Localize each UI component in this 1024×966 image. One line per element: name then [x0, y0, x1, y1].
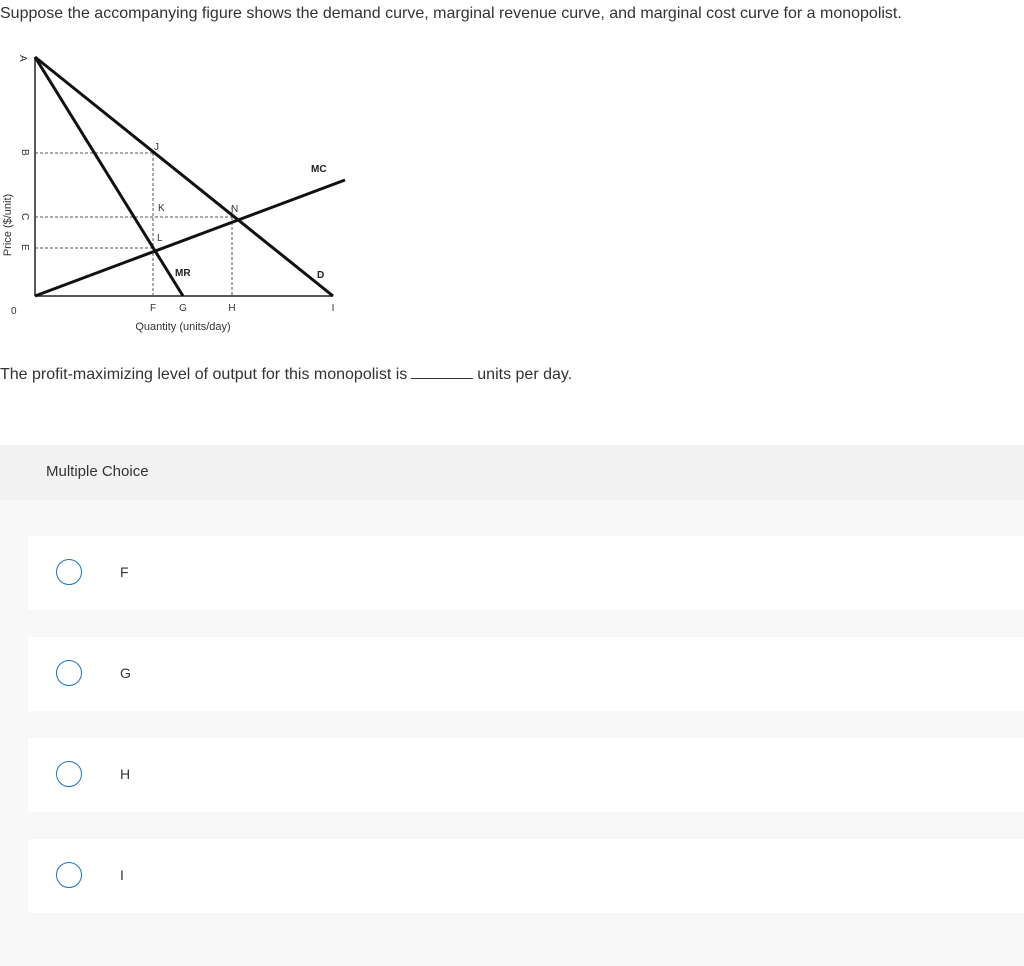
choices-area: [0, 500, 1024, 966]
prompt-after: units per day.: [477, 366, 573, 383]
price-label-a: A: [17, 55, 28, 62]
quantity-label-f: F: [149, 303, 157, 314]
price-label-zero: 0: [11, 306, 17, 317]
question-prompt: [0, 366, 572, 384]
question-stem: Suppose the accompanying figure shows the demand curve, marginal revenue curve, and marginal cost curve for a monopolist.: [0, 5, 902, 22]
demand-curve: [35, 57, 333, 296]
point-label-k: K: [158, 203, 165, 214]
price-label-b: B: [19, 149, 30, 156]
choice-label: I: [120, 867, 124, 883]
radio-button[interactable]: [56, 862, 82, 888]
prompt-before: The profit-maximizing level of output for this monopolist is: [0, 366, 408, 383]
choice-label: G: [120, 665, 131, 681]
quantity-label-i: I: [331, 303, 335, 314]
price-label-e: E: [19, 244, 30, 251]
monopoly-figure: [0, 45, 360, 345]
point-label-j: J: [154, 142, 159, 153]
price-label-c: C: [19, 213, 30, 221]
radio-button[interactable]: [56, 660, 82, 686]
radio-button[interactable]: [56, 761, 82, 787]
y-axis-label: Price ($/unit): [2, 193, 14, 257]
demand-curve-label: D: [317, 270, 325, 281]
choice-option-f[interactable]: [28, 536, 1024, 610]
point-label-l: L: [157, 233, 163, 244]
choice-label: H: [120, 766, 131, 782]
choice-option-i[interactable]: [28, 839, 1024, 913]
answer-blank: [411, 377, 473, 379]
choice-option-g[interactable]: [28, 637, 1024, 711]
radio-button[interactable]: [56, 559, 82, 585]
marginal-revenue-curve: [35, 57, 183, 296]
mc-curve-label: MC: [311, 164, 327, 175]
quantity-label-g: G: [179, 303, 187, 314]
multiple-choice-header: [0, 445, 1024, 500]
guide-lines: [35, 153, 232, 296]
mr-curve-label: MR: [175, 268, 191, 279]
x-axis-label: Quantity (units/day): [135, 321, 231, 333]
point-label-n: N: [231, 204, 239, 215]
choice-label: F: [120, 564, 129, 580]
choice-option-h[interactable]: [28, 738, 1024, 812]
quantity-label-h: H: [228, 303, 236, 314]
multiple-choice-title: Multiple Choice: [46, 463, 149, 480]
